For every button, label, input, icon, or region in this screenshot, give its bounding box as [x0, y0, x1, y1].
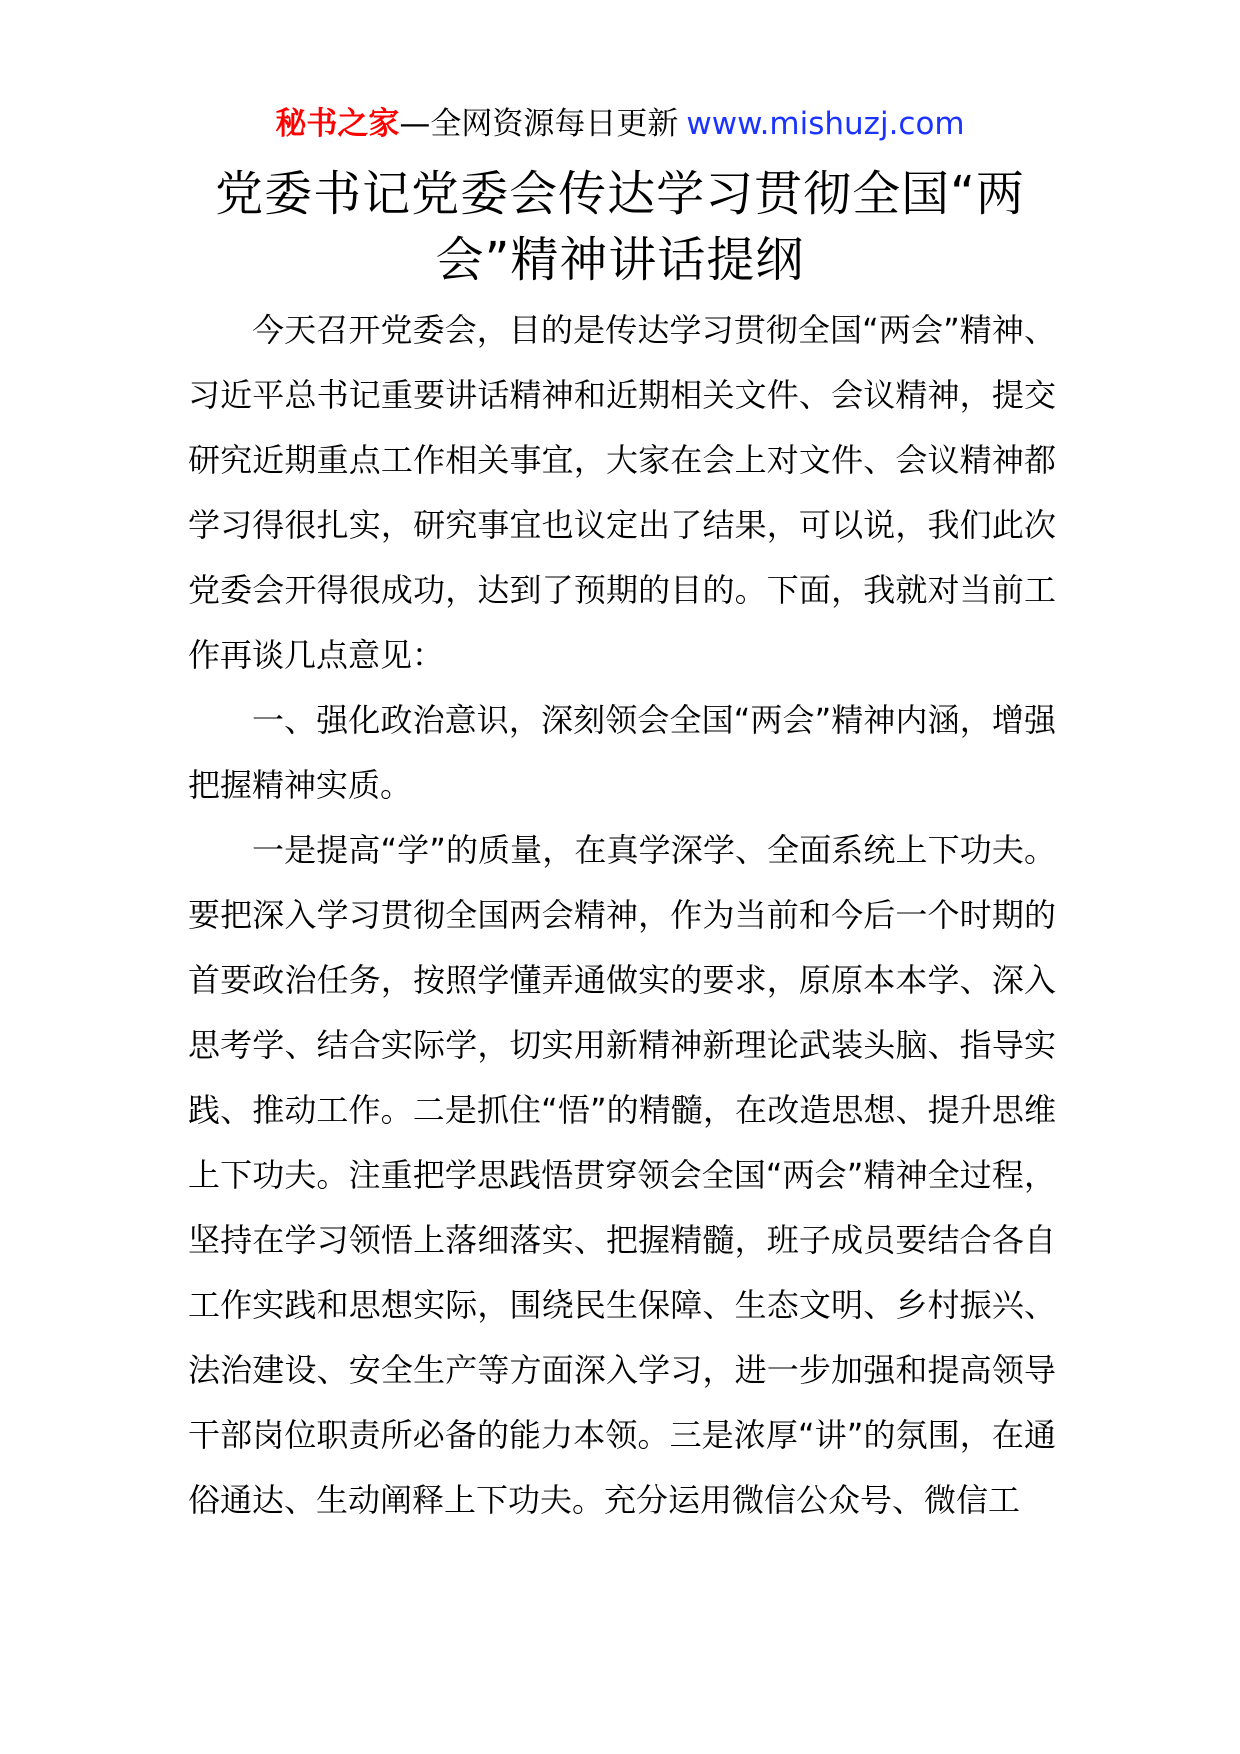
- header-tagline: —全网资源每日更新: [399, 106, 679, 142]
- site-url-link[interactable]: www.mishuzj.com: [686, 106, 965, 142]
- paragraph: 一是提高“学”的质量，在真学深学、全面系统上下功夫。要把深入学习贯彻全国两会精神，作为当前和今后一个时期的首要政治任务，按照学懂弄通做实的要求，原原本本学、深入思考学、结合实际学，切实用新精神新理论武装头脑、指导实践、推动工作。二是抓住“悟”的精髓，在改造思想、提升思维上下功夫。注重把学思践悟贯穿领会全国“两会”精神全过程，坚持在学习领悟上落细落实、把握精髓，班子成员要结合各自工作实践和思想实际，围绕民生保障、生态文明、乡村振兴、法治建设、安全生产等方面深入学习，进一步加强和提高领导干部岗位职责所必备的能力本领。三是浓厚“讲”的氛围，在通俗通达、生动阐释上下功夫。充分运用微信公众号、微信工: [188, 831, 1056, 1519]
- paragraph: 一、强化政治意识，深刻领会全国“两会”精神内涵，增强把握精神实质。: [188, 701, 1056, 804]
- document-title: 党委书记党委会传达学习贯彻全国“两会”精神讲话提纲: [215, 166, 1025, 288]
- paragraph: 今天召开党委会，目的是传达学习贯彻全国“两会”精神、习近平总书记重要讲话精神和近期相关文件、会议精神，提交研究近期重点工作相关事宜，大家在会上对文件、会议精神都学习得很扎实，研究事宜也议定出了结果，可以说，我们此次党委会开得很成功，达到了预期的目的。下面，我就对当前工作再谈几点意见：: [188, 311, 1056, 674]
- brand-name: 秘书之家: [275, 106, 400, 142]
- site-header: [0, 100, 1240, 148]
- document-body: [188, 298, 1056, 1533]
